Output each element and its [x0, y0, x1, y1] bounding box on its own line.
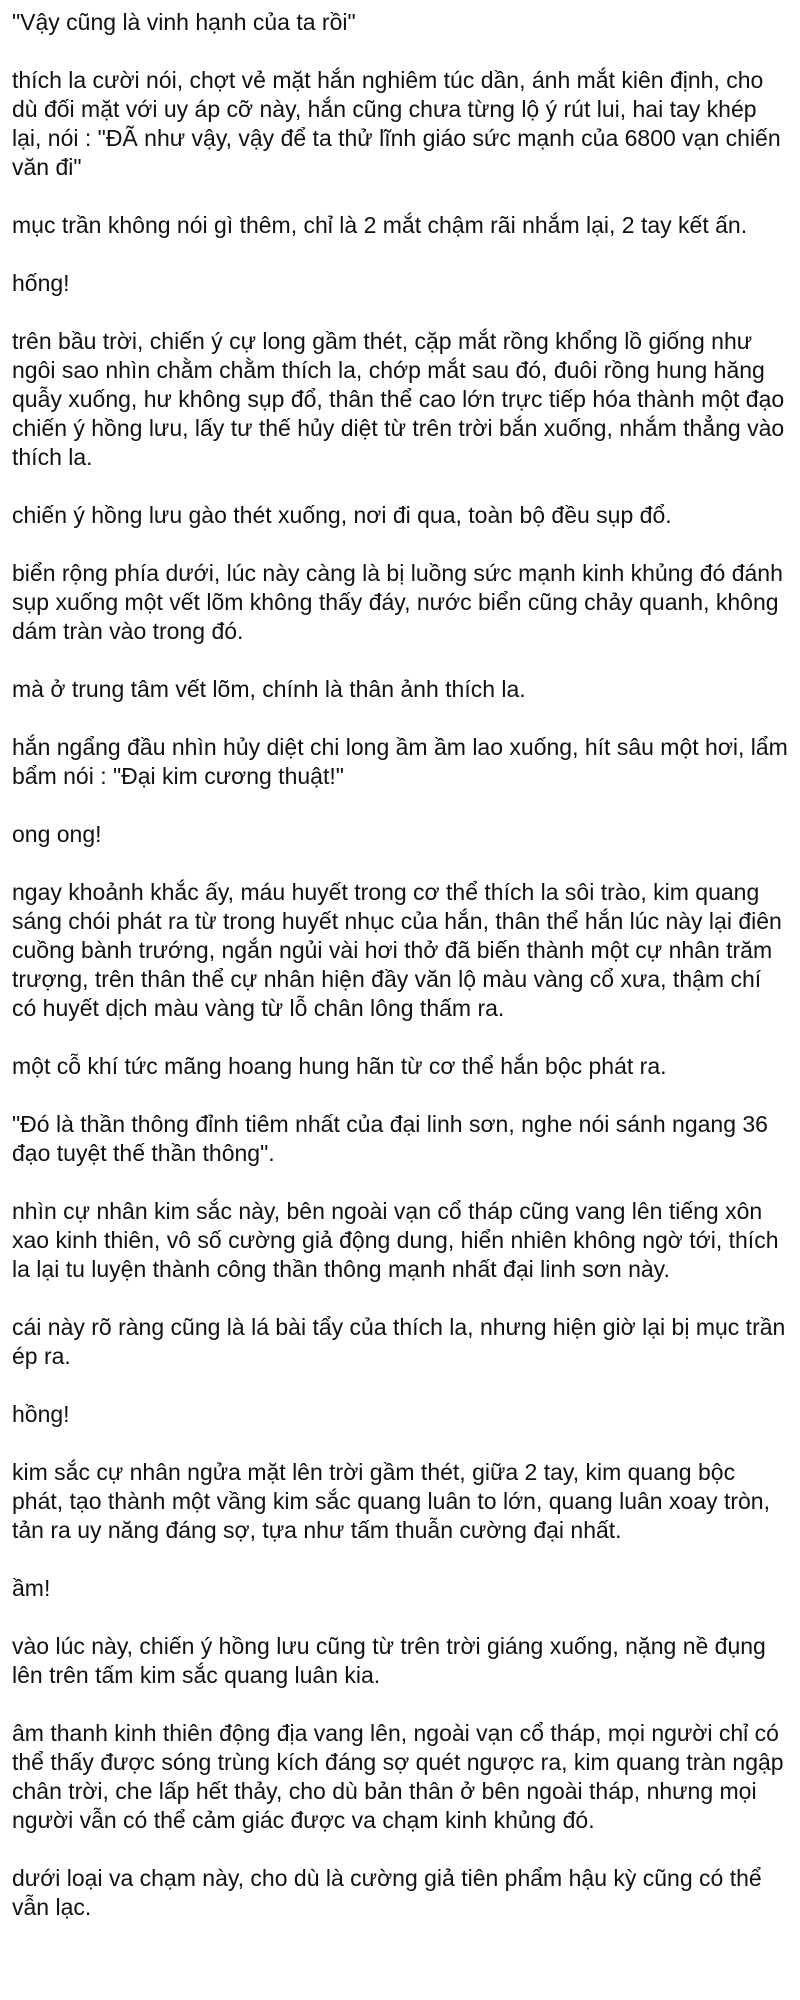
paragraph-4: hống!: [12, 270, 70, 296]
paragraph-3: mục trần không nói gì thêm, chỉ là 2 mắt chậm rãi nhắm lại, 2 tay kết ấn.: [12, 212, 748, 238]
paragraph-1: "Vậy cũng là vinh hạnh của ta rồi": [12, 9, 356, 35]
story-text: [12, 8, 790, 1951]
paragraph-9: hắn ngẩng đầu nhìn hủy diệt chi long ầm ầm lao xuống, hít sâu một hơi, lẩm bẩm nói : "Đại kim cương thuật!": [12, 734, 788, 789]
paragraph-2: thích la cười nói, chợt vẻ mặt hắn nghiêm túc dần, ánh mắt kiên định, cho dù đối mặt với uy áp cỡ này, hắn cũng chưa từng lộ ý rút lui, hai tay khép lại, nói : "ĐÃ như vậy, vậy để ta thử lĩnh giáo sức mạnh của 6800 vạn chiến văn đi": [12, 67, 781, 180]
paragraph-11: ngay khoảnh khắc ấy, máu huyết trong cơ thể thích la sôi trào, kim quang sáng chói phát ra từ trong huyết nhục của hắn, thân thể hắn lúc này lại điên cuồng bành trướng, ngắn ngủi vài hơi thở đã biến thành một cự nhân trăm trượng, trên thân thể cự nhân hiện đầy văn lộ màu vàng cổ xưa, thậm chí có huyết dịch màu vàng từ lỗ chân lông thấm ra.: [12, 879, 782, 1021]
paragraph-12: một cỗ khí tức mãng hoang hung hãn từ cơ thể hắn bộc phát ra.: [12, 1053, 667, 1079]
paragraph-5: trên bầu trời, chiến ý cự long gầm thét, cặp mắt rồng khổng lồ giống như ngôi sao nhìn chằm chằm thích la, chớp mắt sau đó, đuôi rồng hung hăng quẫy xuống, hư không sụp đổ, thân thể cao lớn trực tiếp hóa thành một đạo chiến ý hồng lưu, lấy tư thế hủy diệt từ trên trời bắn xuống, nhắm thẳng vào thích la.: [12, 328, 785, 470]
paragraph-7: biển rộng phía dưới, lúc này càng là bị luồng sức mạnh kinh khủng đó đánh sụp xuống một vết lõm không thấy đáy, nước biển cũng chảy quanh, không dám tràn vào trong đó.: [12, 560, 783, 644]
paragraph-21: dưới loại va chạm này, cho dù là cường giả tiên phẩm hậu kỳ cũng có thể vẫn lạc.: [12, 1865, 762, 1920]
paragraph-10: ong ong!: [12, 821, 102, 847]
paragraph-20: âm thanh kinh thiên động địa vang lên, ngoài vạn cổ tháp, mọi người chỉ có thể thấy được sóng trùng kích đáng sợ quét ngược ra, kim quang tràn ngập chân trời, che lấp hết thảy, cho dù bản thân ở bên ngoài tháp, nhưng mọi người vẫn có thể cảm giác được va chạm kinh khủng đó.: [12, 1720, 784, 1833]
paragraph-6: chiến ý hồng lưu gào thét xuống, nơi đi qua, toàn bộ đều sụp đổ.: [12, 502, 672, 528]
paragraph-15: cái này rõ ràng cũng là lá bài tẩy của thích la, nhưng hiện giờ lại bị mục trần ép ra.: [12, 1314, 786, 1369]
paragraph-8: mà ở trung tâm vết lõm, chính là thân ảnh thích la.: [12, 676, 526, 702]
paragraph-14: nhìn cự nhân kim sắc này, bên ngoài vạn cổ tháp cũng vang lên tiếng xôn xao kinh thiên, vô số cường giả động dung, hiển nhiên không ngờ tới, thích la lại tu luyện thành công thần thông mạnh nhất đại linh sơn này.: [12, 1198, 779, 1282]
paragraph-13: "Đó là thần thông đỉnh tiêm nhất của đại linh sơn, nghe nói sánh ngang 36 đạo tuyệt thế thần thông".: [12, 1111, 768, 1166]
paragraph-19: vào lúc này, chiến ý hồng lưu cũng từ trên trời giáng xuống, nặng nề đụng lên trên tấm kim sắc quang luân kia.: [12, 1633, 766, 1688]
paragraph-18: ầm!: [12, 1575, 51, 1601]
paragraph-17: kim sắc cự nhân ngửa mặt lên trời gầm thét, giữa 2 tay, kim quang bộc phát, tạo thành một vầng kim sắc quang luân to lớn, quang luân xoay tròn, tản ra uy năng đáng sợ, tựa như tấm thuẫn cường đại nhất.: [12, 1459, 770, 1543]
paragraph-16: hồng!: [12, 1401, 70, 1427]
